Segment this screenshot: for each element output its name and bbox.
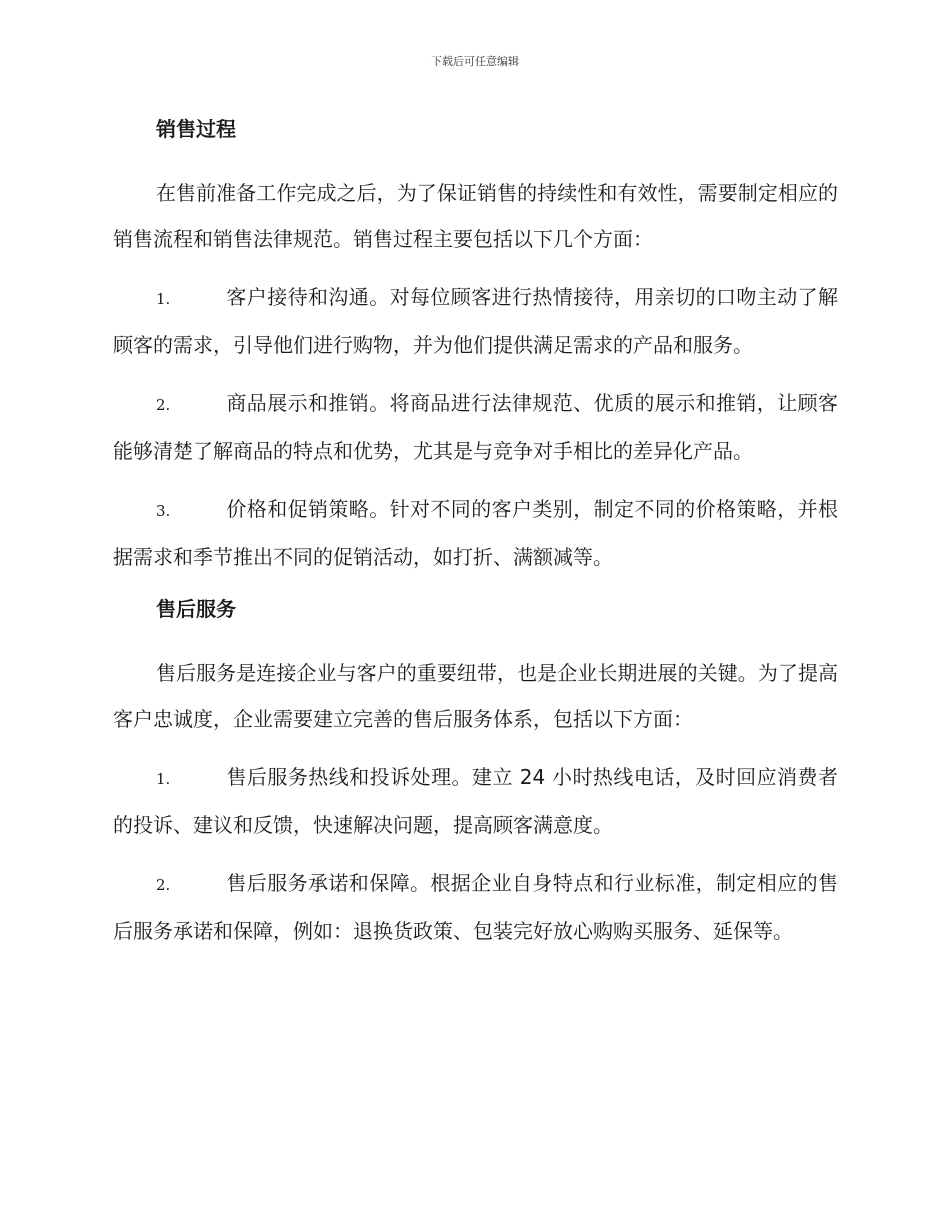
list-item-text: 客户接待和沟通。对每位顾客进行热情接待，用亲切的口吻主动了解顾客的需求，引导他们进行购物，并为他们提供满足需求的产品和服务。 [113,285,838,357]
section-heading-sales-process: 销售过程 [156,117,236,141]
list-item [113,380,838,474]
section-intro-sales-process: 在售前准备工作完成之后，为了保证销售的持续性和有效性，需要制定相应的销售流程和销售法律规范。销售过程主要包括以下几个方面： [113,181,838,251]
header-note: 下载后可任意编辑 [431,55,519,68]
list-item-text: 售后服务热线和投诉处理。建立 24 小时热线电话，及时回应消费者的投诉、建议和反馈，快速解决问题，提高顾客满意度。 [113,765,838,837]
list-item [113,860,838,954]
list-number: 2. [156,396,171,414]
list-item-text: 价格和促销策略。针对不同的客户类别，制定不同的价格策略，并根据需求和季节推出不同的促销活动，如打折、满额减等。 [113,497,838,569]
list-item [113,486,838,580]
section-intro-after-sales: 售后服务是连接企业与客户的重要纽带，也是企业长期进展的关键。为了提高客户忠诚度，企业需要建立完善的售后服务体系，包括以下方面： [113,661,838,731]
list-item-text: 售后服务承诺和保障。根据企业自身特点和行业标准，制定相应的售后服务承诺和保障，例如：退换货政策、包装完好放心购购买服务、延保等。 [113,871,838,943]
list-number: 2. [156,876,171,894]
list-item [113,274,838,368]
list-number: 1. [156,770,171,788]
list-number: 3. [156,502,171,520]
section-heading-after-sales: 售后服务 [156,597,236,621]
list-number: 1. [156,290,171,308]
document-body [113,112,838,966]
list-item-text: 商品展示和推销。将商品进行法律规范、优质的展示和推销，让顾客能够清楚了解商品的特点和优势，尤其是与竞争对手相比的差异化产品。 [113,391,838,463]
list-item [113,754,838,848]
